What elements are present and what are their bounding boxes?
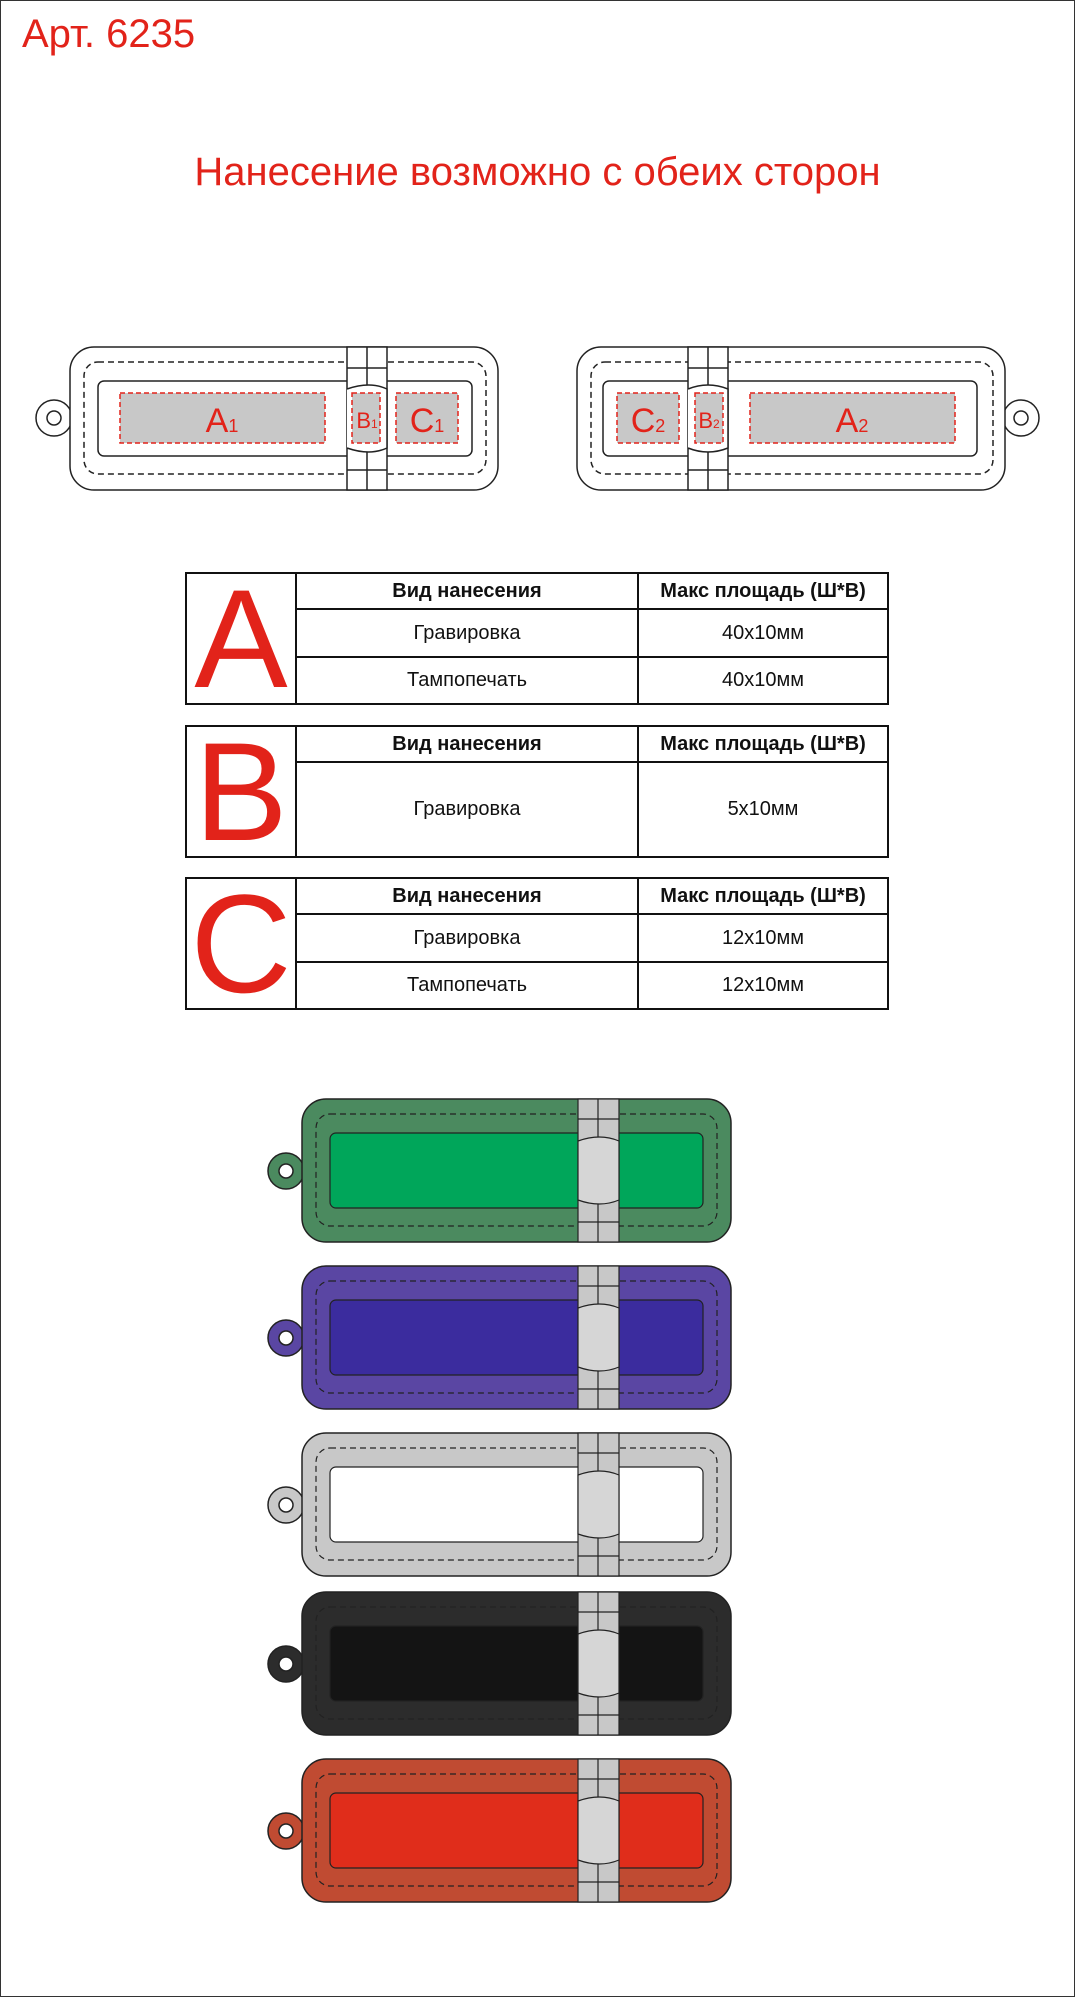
method-cell: Гравировка [297,915,639,961]
table-letter: C [187,879,297,1008]
size-cell: 40х10мм [722,621,804,644]
size-cell: 40х10мм [722,669,804,691]
col-method-header: Вид нанесения [297,727,639,761]
size-cell: 5х10мм [727,798,799,820]
col-size-header: Макс площадь (Ш*В) [660,884,866,907]
method-cell: Гравировка [297,610,639,656]
usb-drive-variant [268,1266,731,1409]
zone-c1-label: C1 [409,402,445,440]
zone-b1-label: B1 [356,408,378,433]
zone-a2-label: A2 [835,402,869,440]
zone-b2-label: B2 [698,408,720,433]
method-cell: Тампопечать [297,658,639,703]
method-cell: Гравировка [297,763,639,856]
article-number: Арт. 6235 [22,12,196,56]
usb-drive-variant [268,1099,731,1242]
usb-drive-variant [268,1759,731,1902]
table-letter: A [187,574,297,703]
col-size-header: Макс площадь (Ш*В) [660,579,866,602]
usb-drive-variant [268,1592,731,1735]
subtitle: Нанесение возможно с обеих сторон [194,150,881,194]
table-letter: B [187,727,297,856]
col-method-header: Вид нанесения [297,574,639,608]
usb-drive-variant [268,1433,731,1576]
size-cell: 12х10мм [722,974,804,996]
size-cell: 12х10мм [722,926,804,949]
col-size-header: Макс площадь (Ш*В) [660,732,866,755]
col-method-header: Вид нанесения [297,879,639,913]
zone-a1-label: A1 [205,402,239,440]
method-cell: Тампопечать [297,963,639,1008]
zone-c2-label: C2 [630,402,666,440]
